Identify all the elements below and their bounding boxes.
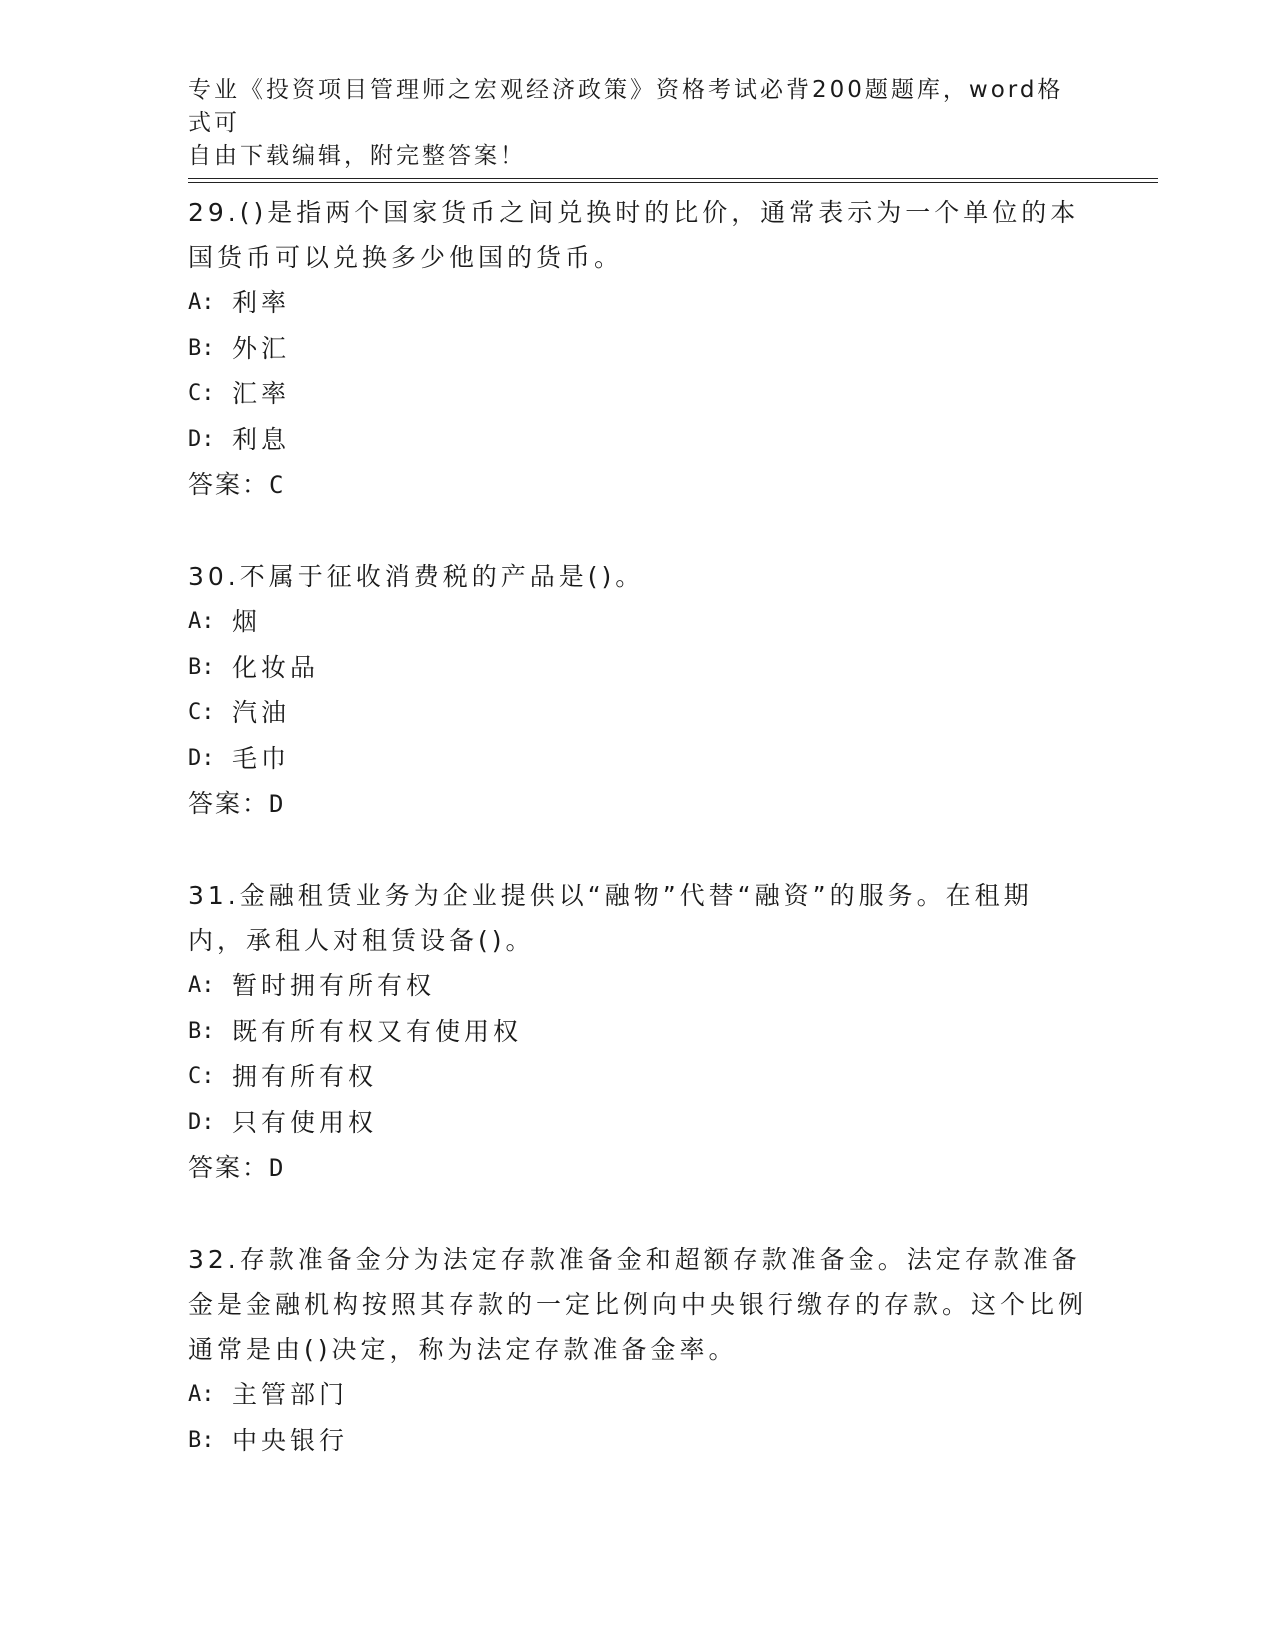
question-32 (188, 1237, 1088, 1463)
option-text: 化妆品 (232, 652, 320, 682)
option-a (188, 963, 1088, 1009)
option-b (188, 1418, 1088, 1464)
header-divider-top (188, 178, 1158, 179)
question-29 (188, 190, 1088, 508)
option-letter: C: (188, 1064, 215, 1089)
answer-value: D (269, 790, 286, 818)
option-letter: D: (188, 1109, 215, 1135)
question-list (188, 190, 1088, 1509)
question-stem: 29.()是指两个国家货币之间兑换时的比价，通常表示为一个单位的本国货币可以兑换多少他国的货币。 (188, 198, 1080, 272)
option-text: 拥有所有权 (232, 1062, 378, 1091)
option-text: 中央银行 (232, 1425, 349, 1455)
option-b (188, 326, 1088, 372)
option-text: 只有使用权 (232, 1107, 378, 1137)
answer-line (188, 462, 1088, 508)
option-letter: B: (188, 1018, 215, 1044)
option-text: 利率 (232, 288, 291, 317)
option-text: 利息 (232, 424, 291, 454)
option-letter: A: (188, 1382, 215, 1407)
option-text: 外汇 (232, 333, 291, 363)
option-letter: C: (188, 381, 215, 406)
question-stem: 31.金融租赁业务为企业提供以“融物”代替“融资”的服务。在租期内，承租人对租赁设备()。 (188, 881, 1033, 955)
option-a (188, 1372, 1088, 1418)
option-d (188, 736, 1088, 782)
option-list (188, 280, 1088, 462)
option-text: 汇率 (232, 379, 291, 408)
answer-label: 答案： (188, 1153, 270, 1182)
option-d (188, 417, 1088, 463)
answer-line (188, 1145, 1088, 1191)
answer-line (188, 781, 1088, 827)
option-c (188, 1054, 1088, 1100)
option-b (188, 1009, 1088, 1055)
question-stem: 30.不属于征收消费税的产品是()。 (188, 562, 645, 591)
option-c (188, 371, 1088, 417)
option-text: 暂时拥有所有权 (232, 971, 436, 1000)
answer-value: D (269, 1154, 286, 1182)
answer-value: C (269, 471, 286, 499)
option-letter: A: (188, 609, 215, 634)
option-a (188, 280, 1088, 326)
option-d (188, 1100, 1088, 1146)
header-divider-bottom (188, 182, 1158, 183)
option-letter: A: (188, 290, 215, 315)
option-letter: D: (188, 745, 215, 771)
option-text: 主管部门 (232, 1380, 349, 1409)
header-title-line-1: 专业《投资项目管理师之宏观经济政策》资格考试必背200题题库，word格式可 (188, 77, 1064, 136)
option-text: 汽油 (232, 698, 291, 727)
option-letter: D: (188, 426, 215, 452)
option-list (188, 963, 1088, 1145)
header-title-line-2: 自由下载编辑，附完整答案！ (188, 143, 526, 169)
option-b (188, 645, 1088, 691)
option-text: 毛巾 (232, 743, 291, 773)
option-letter: B: (188, 335, 215, 361)
option-text: 烟 (232, 607, 262, 636)
option-text: 既有所有权又有使用权 (232, 1016, 523, 1046)
option-letter: B: (188, 1427, 215, 1453)
option-letter: A: (188, 973, 215, 998)
question-30 (188, 554, 1088, 827)
option-letter: C: (188, 700, 215, 725)
question-stem: 32.存款准备金分为法定存款准备金和超额存款准备金。法定存款准备金是金融机构按照其存款的一定比例向中央银行缴存的存款。这个比例通常是由()决定，称为法定存款准备金率。 (188, 1245, 1088, 1364)
option-a (188, 599, 1088, 645)
option-list (188, 1372, 1088, 1463)
option-c (188, 690, 1088, 736)
document-header (188, 74, 1088, 173)
option-list (188, 599, 1088, 781)
answer-label: 答案： (188, 789, 270, 818)
answer-label: 答案： (188, 470, 270, 499)
question-31 (188, 873, 1088, 1191)
option-letter: B: (188, 654, 215, 680)
